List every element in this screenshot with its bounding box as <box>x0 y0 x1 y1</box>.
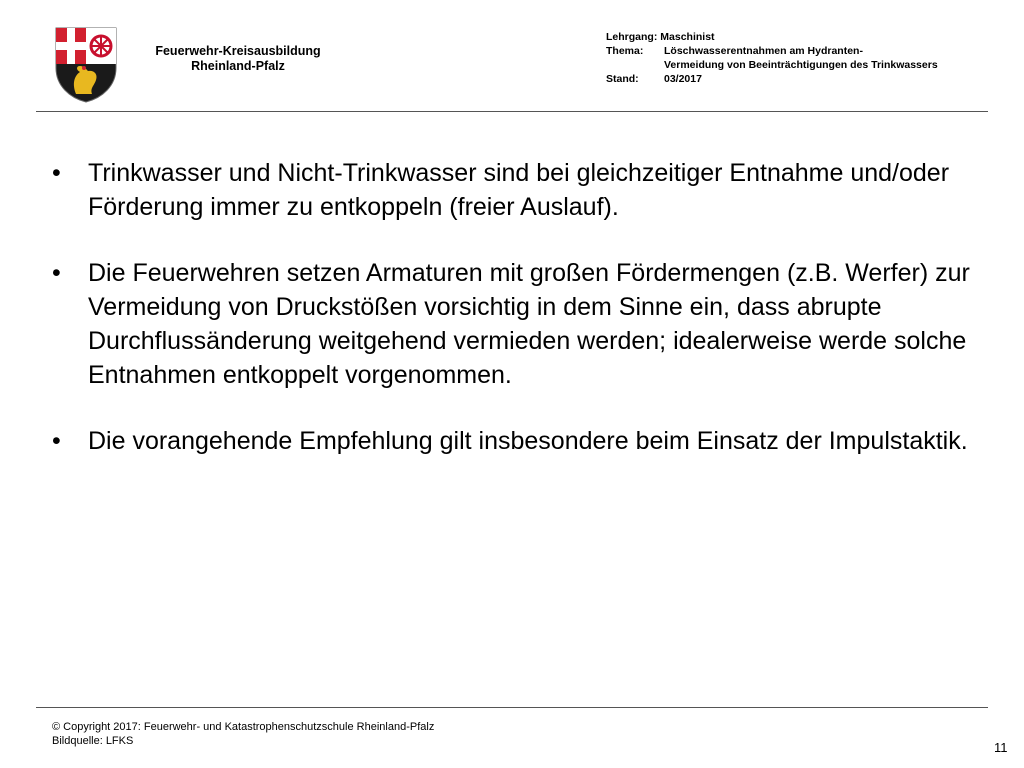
course-row <box>606 30 938 44</box>
image-source-text: Bildquelle: LFKS <box>52 735 134 747</box>
bullet-marker: • <box>52 427 61 455</box>
date-row <box>606 72 938 86</box>
date-value: 03/2017 <box>664 73 702 85</box>
bullet-item <box>52 156 972 224</box>
bullet-item <box>52 424 972 458</box>
organization-name <box>128 44 348 74</box>
bullet-marker: • <box>52 159 61 187</box>
topic-value-line1: Löschwasserentnahmen am Hydranten- <box>664 45 863 57</box>
course-label: Lehrgang: <box>606 31 658 43</box>
bullet-list <box>52 156 972 490</box>
page-number: 11 <box>994 740 1008 755</box>
header-divider <box>36 111 988 112</box>
bullet-item <box>52 256 972 392</box>
topic-value-line2: Vermeidung von Beeinträchtigungen des Trinkwassers <box>664 59 938 71</box>
topic-row <box>606 44 938 58</box>
footer-divider <box>36 707 988 708</box>
organization-name-line1: Feuerwehr-Kreisausbildung <box>155 44 321 58</box>
footer <box>52 720 434 748</box>
bullet-marker: • <box>52 259 61 287</box>
course-value: Maschinist <box>660 31 715 43</box>
organization-name-line2: Rheinland-Pfalz <box>191 59 285 73</box>
course-info <box>606 30 938 86</box>
bullet-text: Die vorangehende Empfehlung gilt insbesondere beim Einsatz der Impulstaktik. <box>88 427 968 455</box>
copyright-text: © Copyright 2017: Feuerwehr- und Katastrophenschutzschule Rheinland-Pfalz <box>52 721 435 733</box>
bullet-text: Trinkwasser und Nicht-Trinkwasser sind bei gleichzeitiger Entnahme und/oder Förderung immer zu entkoppeln (freier Auslauf). <box>88 159 950 221</box>
topic-label: Thema: <box>606 45 644 57</box>
bullet-text: Die Feuerwehren setzen Armaturen mit großen Fördermengen (z.B. Werfer) zur Vermeidung von Druckstößen vorsichtig in dem Sinne ein, dass abrupte Durchflussänderung weitgehend vermieden werden; idealerweise werde solche Entnahmen entkoppelt vorgenommen. <box>88 259 970 389</box>
coat-of-arms-icon <box>50 24 122 104</box>
topic-row-continued <box>606 58 938 72</box>
date-label: Stand: <box>606 73 639 85</box>
